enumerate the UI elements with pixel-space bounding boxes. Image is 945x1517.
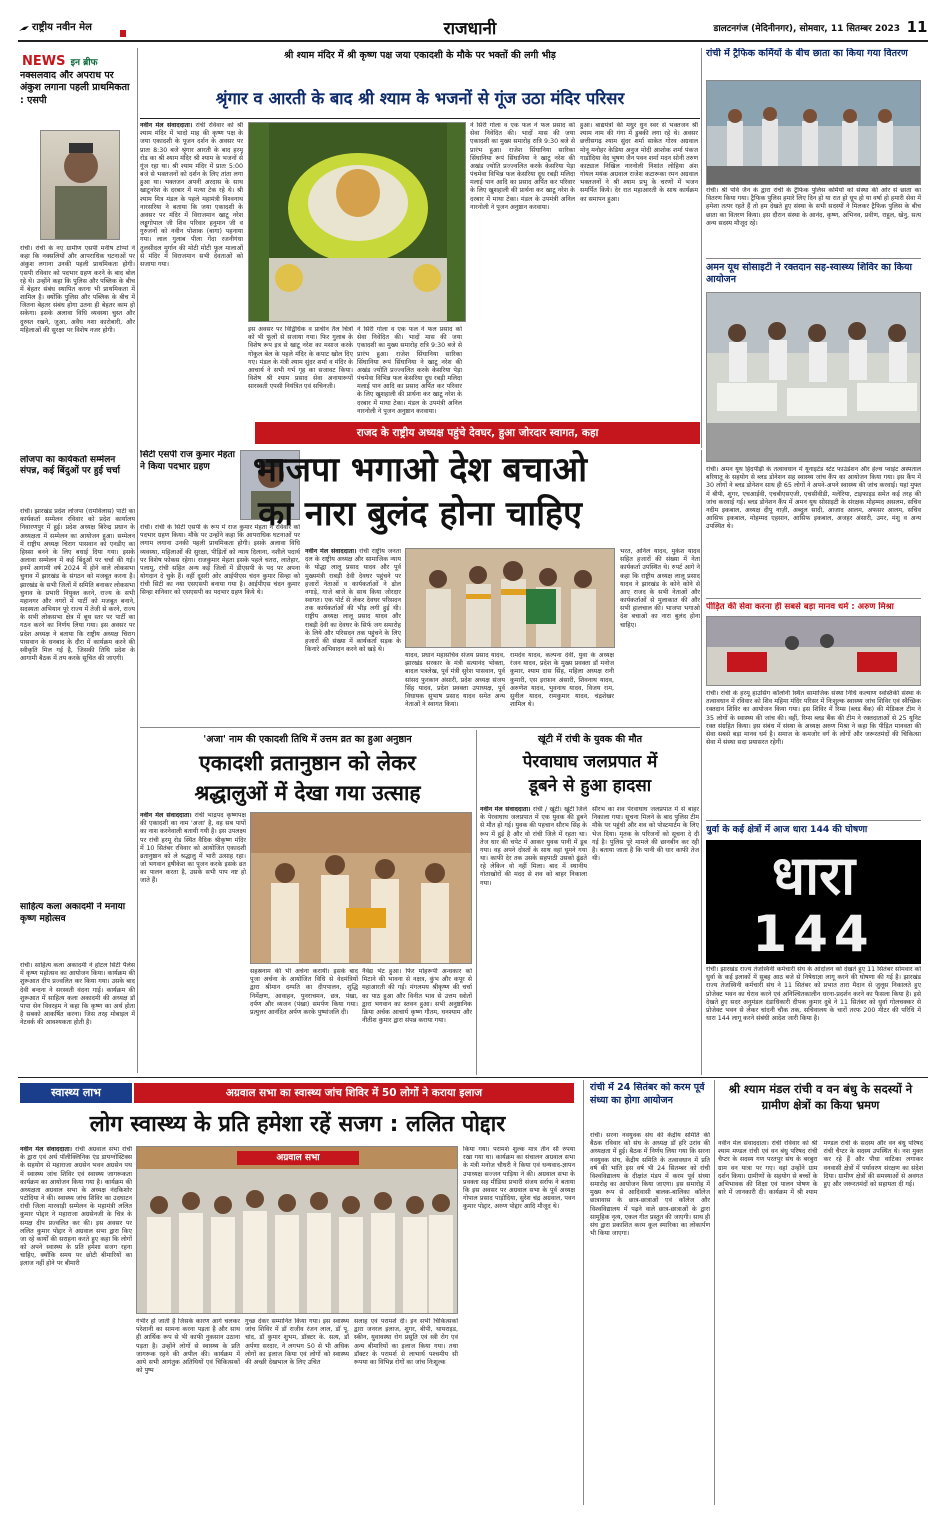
section-144-graphic: धारा 144	[706, 840, 921, 964]
rule	[706, 820, 921, 821]
blood-donation-photo	[706, 292, 921, 462]
health-headline: लोग स्वास्थ्य के प्रति हमेशा रहें सजग : ललित पोद्दार	[89, 1112, 506, 1137]
brief-body: रांची। झारखंड प्रदेश लोजपा (रामविलास) पार्टी का कार्यकर्ता सम्मेलन रविवार को प्रदेश कार्यालय निवारणपुर में हुई। प्रदेश अध्यक्ष बिरेन्द्र प्रधान के अध्यक्षता में सम्मेलन का आयोजन हुआ। सम्मेलन में राष्ट्रीय अध्यक्ष चिराग पासवान को एनडीए का हिस्सा बनने के लिए बधाई दिया गया। इसके अलावा सम्मेलन में कई बिंदुओं पर चर्चा की गई। इनमें आगामी वर्ष 2024 में होने वाले लोकसभा चुनाव में झारखंड के संगठन को मजबूत करना है। झारखंड के सभी जिलों में समिति बनाकर लोकसभा चुनाव के प्रभारी नियुक्त करने, राज्य के सभी महानगर और नगरों में पार्टी को मजबूत बनाने, सदस्यता अभियान पूरे राज्य में तेजी से करने, राज्य के सभी लोकसभा क्षेत्र में बूथ स्तर पर पार्टी का गठन करने का निर्णय लिया गया। इस अवसर पर प्रदेश अध्यक्ष ने बताया कि राष्ट्रीय अध्यक्ष चिराग पासवान के धनबाद के दौरा में कार्यक्रम करने की स्वीकृति मिल गई है, जिसकी तिथि प्रदेश के आगामी बैठक में तय करके सूचित की जाएगी।	[20, 508, 135, 663]
color-swatch	[120, 30, 126, 37]
news-brief-tag: NEWS इन ब्रीफ	[22, 54, 98, 69]
paper-name: राष्ट्रीय नवीन मेल	[18, 18, 158, 38]
health-kicker: अग्रवाल सभा का स्वास्थ्य जांच शिविर में 50 लोगों ने कराया इलाज	[134, 1083, 574, 1103]
brief-headline: साहित्य कला अकादमी ने मनाया कृष्ण महोत्सव	[20, 902, 126, 924]
dhara-body: रांची। झारखंड राज्य तेजस्विनी कर्मचारी संघ के आंदोलन को देखते हुए 11 सितंबर सोमवार को धुर्वा के कई इलाकों में सुबह आठ बजे से निषेधाज्ञा लागू करने की घोषणा की गई है। झारखंड राज्य तेजस्विनी कर्मचारी संघ ने 11 सितंबर को प्रभात तारा मैदान से जुलूस निकालते हुए प्रोजेक्ट भवन का घेराव करने एवं अनिश्चितकालीन धरना-प्रदर्शन करने का फैसला किया है। इसे देखते हुए सदर अनुमंडल दंडाधिकारी दीपक कुमार दुबे ने 11 सितंबर को धुर्वा गोलचक्कर से प्रोजेक्ट भवन से लेकर चांदनी चौक तक, सचिवालय के चारों तरफ 200 मीटर की परिधि में धारा 144 लागू करने संबंधी आदेश जारी किया है।	[706, 966, 921, 1023]
brief-headline: लोजपा का कार्यकर्ता सम्मेलन संपन्न, कई बिंदुओं पर हुई चर्चा	[20, 455, 120, 477]
lalu-column: भरत, अनिल यादव, मुकेश यादव सहित हजारों की संख्या में नेता कार्यकर्ता उपस्थित थे। रुपर्ट आगे ने कहा कि राष्ट्रीय अध्यक्ष लालू प्रसाद यादव ने झारखंड के कोने कोने से आए राजद के सभी नेताओं और कार्यकर्ताओं से मुलाकात की और सभी हालचाल की। भाजपा भगाओ देश बचाओ का नारा बुलंद होना चाहिए।	[620, 548, 700, 629]
bird-logo-icon	[18, 20, 30, 32]
brief-headline: नक्सलवाद और अपराध पर अंकुश लगाना पहली प्राथमिकता : एसपी	[20, 70, 130, 106]
arun-headline: पीड़ित की सेवा करना ही सबसे बड़ा मानव धर्म : अरुण मिश्रा	[706, 602, 894, 612]
dhara-headline: धुर्वा के कई क्षेत्रों में आज धारा 144 की घोषणा	[706, 824, 868, 835]
column-divider	[583, 1080, 584, 1505]
health-column: गंभीर हो जाती है जिसके कारण आगे चलकर परेशानी का सामना करना पड़ता है और साथ ही आर्थिक रूप से भी काफी नुकसान उठाना पड़ता है। उन्होंने लोगों से स्वास्थ्य के प्रति जागरूक रहने की अपील की। कार्यक्रम में आये सभी आगंतुक अतिथियों एवं चिकित्सकों को पुष्प	[136, 1318, 240, 1375]
umbrella-distribution-photo	[706, 80, 921, 185]
waterfall-kicker: खूंटी में रांची के युवक की मौत	[537, 734, 643, 745]
rule	[140, 118, 700, 119]
dateline: डालटनगंज (मेदिनीनगर), सोमवार, 11 सितम्बर 2023	[713, 24, 900, 34]
health-column: सलाह एवं परामर्श दी। इन सभी चिकित्सकों द्वारा जनरल इलाज, शुगर, बीपी, थायराइड, स्कीन, युवावस्था रोग प्रसूति एवं स्त्री रोग एवं अन्य बीमारियों का इलाज किया गया। तथा डॉक्टर के परामर्श से लाभार्थ पश्चमीय सी रूपया का विभिन्न रोगों का जांच निःशुल्क	[354, 1318, 458, 1366]
health-tag: स्वास्थ्य लाभ	[20, 1083, 132, 1103]
karam-headline: रांची में 24 सितंबर को करम पूर्व संध्या का होगा आयोजन	[590, 1082, 705, 1106]
section-rule	[18, 1077, 928, 1078]
brief-body: रांची। साहित्य कला अकादमी ने होटल सिटी पैलेस में कृष्ण महोत्सव का आयोजन किया। कार्यक्रम की शुरूआत दीप प्रज्वलित कर किया गया। उसके बाद देवी बन्दना ने सरस्वती वंदना गाई। कार्यक्रम की शुरूआत में साहित्य कला अकादमी की अध्यक्ष डॉ पापा सेन विवरहम ने कहा कि कृष्ण का अर्थ होता है सबको आकर्षित करना। जिस तरह मोबाइल में नेटवर्क की आवश्यकता होती है।	[20, 962, 135, 1027]
column-divider	[476, 730, 477, 1075]
column-divider	[137, 48, 138, 1073]
lalu-column: यादव, प्रधान महासचिव संजय प्रसाद यादव, झारखंड सरकार के मंत्री सत्यानंद भोक्ता, बादल पत्रलेख, पूर्व मंत्री सुरेश पासवान, पूर्व सांसद फुरकान अंसारी, प्रदेश अध्यक्ष संजय सिंह यादव, प्रदेश प्रवक्ता उपाध्यक्ष, पूर्व विधायक सुभाष प्रसाद यादव समेत अन्य नेताओं ने स्वागत किया।	[405, 652, 505, 709]
brief-body: रांची। रांची के नए ग्रामीण एसपी मनीष टोप्पो ने कहा कि नक्सलियों और आपराधिक घटनाओं पर अंकुश लगाना उनकी पहली प्राथमिकता होगी। एसपी रविवार को पदभार ग्रहण करने के बाद बोल रहे थे। उन्होंने कहा कि पुलिस और पब्लिक के बीच में बेहतर संबंध स्थापित करना भी प्राथमिकता में शामिल है। क्योंकि पुलिस और पब्लिक के बीच में जितना बेहतर संबंध होगा उतना ही बेहतर काम हो सकेगा। इसके अलावा विधि व्यवस्था चुस्त और दुरुस्त रखने, जुआ, अवैध नशा कारोबारी, और महिलाओं की सुरक्षा पर विशेष नजर होगी।	[20, 245, 135, 334]
traffic-headline: रांची में ट्रैफिक कर्मियों के बीच छाता का किया गया वितरण	[706, 48, 908, 59]
city-sp-headline: सिटी एसपी राज कुमार मेहता ने किया पदभार ग्रहण	[140, 450, 235, 472]
health-camp-photo	[706, 616, 921, 686]
shyam-mandal-body: नवीन मेल संवाददाता। रांची रविवार को श्री श्याम मण्डल रांची एवं वन बंधु परिषद रांची चैप्टर के सदस्य गण परतपुर संघ के बरबुरा ग्राम वन यात्रा पर गए। वहां उन्होंने ग्राम दर्शन किया। ग्रामीणों के सहयोग से बच्चों के अभिभावक की शिक्षा एवं पालन पोषण के बारे में जानकारी दी। कार्यक्रम में श्री श्याम मण्डल रांची के सदस्य और वन बंधु परिषद रांची चैप्टर के सदस्य उपस्थित थे। नश मुक्त कर रहे हैं और पौधा वाटिका लगाकर वनवासी क्षेत्रों में पर्यावरण संरक्षण का संदेश दिया। ग्रामीण क्षेत्रों की समस्याओं से अवगत हुए और जरूरतमंदों को सहायता दी गई।	[718, 1140, 923, 1197]
lalu-welcome-photo	[405, 548, 615, 648]
ekadashi-column: सहस्रनाम की भी अर्चना करायी। इसके बाद पूजा अर्चना के आयोजित विधि से वेदमंत्रियों द्वारा श्रीमान दम्पति का दीपपालन, शुद्धि निर्मेक्षण, आवाहन, पुनराचमन, छत्र, पंखा, दर्पण और व्यजन (पंखा) समर्पण किया गया। प्रत्युत्तर आनंदित अर्पण करके पुष्पांजलि दी।	[250, 968, 358, 1016]
traffic-body: रांची। श्री पवि जैन के द्वारा रांची के ट्रैफिक पुलिस कर्मियों को संस्था की ओर से छाता का वितरण किया गया। ट्रैफिक पुलिस हमारे लिए दिन हो या रात हो धूप हो या वर्षा हो हमारी सेवा में हमेशा तत्पर रहते हैं तो हम देखते हुए संस्था के सभी सदस्यों ने मिलकर ट्रैफिक पुलिस के बीच छाता का वितरण किया। इस दौरान संस्था के आनंद, कृष्ण, अभिनव, प्रवीण, राहुल, खेनु, सत्य अन्य सदस्य मौजूद रहे।	[706, 187, 921, 227]
shyam-column: नवीन मेल संवाददाता। रांची रविवार को श्री श्याम मंदिर में भादो माह की कृष्ण पक्ष के जया एकादशी के पूजन दर्शन के अवसर पर प्रातः 8:30 बजे श्रृंगार आरती के बाद हरमू रोड का श्री श्याम मंदिर श्री श्याम के भजनों से गूंज रहा था। श्री श्याम मंदिर में प्रातः 5:00 बजे से भक्तजनों को दर्शन के लिए तांता लगा हुआ था। भक्तजन अपनी अरदास के साथ खाटूनरेश के दरबार में मत्था टेक रहे थे। श्री श्याम मित्र मंडल के पहले महामंत्री विश्वनाथ नारसरिया ने बताया कि जया एकादशी के अवसर पर मंदिर में विराजमान खाटू नरेश लड्डूगोपाल जी शिव परिवार हनुमान जी व गुरुजनों को नवीन पोशाक (बागा) पहनाया गया। लाल गुलाब पीला गेंदा रजनीगंधा तुलसीदल मुर्गान की मोटी मोटी फूल मालाओं से मंदिर में विराजमान सभी देवताओं को सजाया गया।	[140, 122, 243, 268]
masthead-rule	[18, 40, 928, 42]
waterfall-column: नवीन मेल संवाददाता। रांची / खूंटी। खूंटी जिले के पेरवाघाघ जलप्रपात में एक युवक की डूबने से मौत हो गई। युवक की पहचान सौरभ सिंह के रूप में हुई है और वो रांची जिले में रहता था। तेज धार की चपेट में आकर युवक पानी में डूब गया। वह अपने दोस्तों के साथ वहां घूमने गया था। काफी देर तक उसके सहपाठी उसको ढूंढते रहे लेकिन वो नहीं मिला। बाद में स्थानीय गोताखोरों की मदद से शव को बाहर निकाला गया।	[480, 806, 587, 887]
arun-body: रांची। रांची के हरमू हाउसिंग कॉलोनी स्थित सामाजिक संस्था निधि कल्याण स्वस्तिकी संस्था के तत्वावधान में रविवार को शिव महिमा मंदिर परिसर में निःशुल्क स्वास्थ्य जांच शिविर एवं स्वैच्छिक रक्तदान शिविर का आयोजन किया गया। इस शिविर में रिम्स (ब्लड बैंक) की मेडिकल टीम ने 35 लोगों के स्वास्थ्य की जांच की। वहीं, रिम्स ब्लड बैंक की टीम ने रक्तदाताओं से 25 यूनिट रक्त संग्रहित किया। इस संबंध में संस्था के अध्यक्ष अरुण मिश्रा ने कहा कि पीड़ित मानवता की सेवा सबसे बड़ा मानव धर्म है। समाज के कमजोर वर्ग के लोगों और जरूरतमंदों की चिकित्सा सेवा में संस्था सदा प्रयासरत रहेगी।	[706, 690, 921, 747]
lalu-column: नवीन मेल संवाददाता। रांची राष्ट्रीय जनता दल के राष्ट्रीय अध्यक्ष और सामाजिक न्याय के योद्धा लालू प्रसाद यादव और पूर्व मुख्यमंत्री राबड़ी देवी देवघर पहुंचने पर हजारों नेताओं व कार्यकर्ताओं ने ढोल नगाड़े, गाजे बाजे के साथ किया जोरदार स्वागत। एक पोर्ट से लेकर देवघर परिसदन तक कार्यकर्ताओं की भीड़ लगी हुई थी। राष्ट्रीय अध्यक्ष लालू प्रसाद यादव और राबड़ी देवी का देवघर के सिर्फ जग समारोह के लिये और परिसदन तक पहुंचने के लिए हजारों की संख्या में कार्यकर्ता सड़क के किनारे अभिवादन करने को खड़े थे।	[305, 548, 401, 654]
shyam-headline: श्रृंगार व आरती के बाद श्री श्याम के भजनों से गूंज उठा मंदिर परिसर	[215, 89, 625, 108]
sp-portrait-photo	[40, 130, 120, 240]
shyam-column: हुआ। बाद्ययंत्रों की मधुर धुन स्वर से भक्तजन श्री श्याम नाम की गंगा में डुबकी लगा रहे थे। अवसर छत्तीसगढ़ श्याम सुंदर शर्मा साकेत गोरव अग्रवाल मोनू मनोहर केडिया अनुज मोदी आशोक शर्मा पंकज गाडोदिया वेद भूषण जैन पवन शर्मा मदन सोनी तरुण काट्याल निखिल नारनोली निशांत लोहिया अंश गोयल मयंक अग्रवाल राजेश कटारूका रमन अग्रवाल भक्तजनों ने श्री श्याम प्रभु के चरणों में भजन समर्पित किये। देर रात महाआरती के साथ कार्यक्रम का समापन हुआ।	[580, 122, 698, 203]
page-number: 11	[906, 18, 928, 36]
shyam-column: ने सिरी गोला व एक फल ने फल प्रसाद को सेवा निवेदित की। भादों मास की जया एकादशी का मुख्य समारोह रात्रि 9:30 बजे से प्रारंभ हुआ। राजेश सिंघानिया सारिका सिंघानिया रूपं सिंघानिया ने खाटू नरेश की अखंड ज्योति प्रज्ज्वलित करके केसरिया पेड़ा पंचमेवा विभिन्न फल केसरिया दूध रबड़ी मलिदा मलाई पान आदि का प्रसाद अर्पित कर परिवार के लिए खुशहाली की प्रार्थना कर खाटू नरेश के दरबार में माथा टेका। मंडल के उपमंत्री अनिल नारनोली ने पूजन अनुष्ठान करवाया।	[357, 326, 462, 415]
blood-body: रांची। अमन यूथ हिंदपीढ़ी के तत्वावधान में यूनाइटेड स्टेट फाउंडेशन और हेल्थ प्वाइंट अस्पताल बरियातू के सहयोग से ब्लड डोनेशन सह स्वास्थ्य जांच कैंप का आयोजन किया गया। इस कैंप में 30 लोगों ने ब्लड डोनेशन साथ ही 65 लोगों ने अपने-अपने स्वास्थ्य की जांच करवाई। यहां मुफ्त में बीपी, शुगर, एचआईवी, एचबीएसएजी, एचसीवीडी, मलेरिया, टाइफाइड समेत कई तरह की जांच करवाई गई। ब्लड डोनेशन कैंप में अमन यूथ सोसाइटी के संरक्षक मोहम्मद असलम, सचिव नदीम इकबाल, अध्यक्ष दीपू नाज़ी, अब्दुल सादी, आजाद आलम, अफसर आलम, सचिव आसिफ इकबाल, मोहम्मद एहसान, आसिफ इकबाल, अजहर अंसारी, उमर, मंशु व अन्य उपस्थित थे।	[706, 466, 921, 531]
health-column: किया गया। परामर्श शुल्क मात्र तीन सौ रुपया रखा गया था। कार्यक्रम का संचालन अग्रवाल सभा के मंत्री मनोज चौधरी ने किया एवं धन्यवाद-ज्ञापन उपाध्यक्ष सज्जन पाड़िया ने की। अग्रवाल सभा के प्रवक्ता सह मीडिया प्रभारी संजय सर्राफ ने बताया कि इस अवसर पर अग्रवाल सभा के पूर्व अध्यक्ष गोपाल प्रसाद पाड़ोदिया, सुरेश चंद्र अग्रवाल, पवन कुमार पोद्दार, अरुण पोद्दार आदि मौजूद थे।	[463, 1146, 575, 1211]
ekadashi-headline: एकादशी व्रतानुष्ठान को लेकर श्रद्धालुओं में देखा गया उत्साह	[194, 751, 421, 805]
shyam-kicker: श्री श्याम मंदिर में श्री कृष्ण पक्ष जया एकादशी के मौके पर भक्तों की लगी भीड़	[284, 50, 556, 61]
column-divider	[714, 1080, 715, 1505]
lalu-kicker: राजद के राष्ट्रीय अध्यक्ष पहुंचे देवघर, हुआ जोरदार स्वागत, कहा	[255, 422, 700, 444]
ekadashi-kicker: 'अजा' नाम की एकादशी तिथि में उत्तम व्रत का हुआ अनुष्ठान	[203, 734, 412, 745]
lalu-headline: भाजपा भगाओ देश बचाओ का नारा बुलंद होना चाहिए	[253, 450, 587, 534]
blood-headline: अमन यूथ सोसाइटी ने रक्तदान सह-स्वास्थ्य शिविर का किया आयोजन	[706, 262, 912, 286]
ekadashi-column: नवीन मेल संवाददाता। रांची भाद्रपद कृष्णपक्ष की एकादशी का नाम 'अजा' है, वह सब पापों का नाश करनेवाली बतायी गयी है। इस उपलक्ष्य पर रांची हरमू रोड स्थित वैदिक श्रीकृष्ण मंदिर में 10 सितंबर रविवार को आयोजित एकादशी व्रतानुष्ठान को ले श्रद्धालु में भारी उत्साह रहा। जो भगवान हृषीकेश का पूजन करके इसके व्रत का पालन करता है, उसके सभी पाप नष्ट हो जाते हैं।	[140, 812, 246, 885]
health-column: नवीन मेल संवाददाता। रांची अग्रवाल सभा रांची के द्वारा एवं अर्थ पॉलीक्लिनिक एंड डायग्नोस्टिक्स के सहयोग से महाराजा अग्रसेन भवन अग्रसेन पथ में स्वास्थ्य जांच शिविर एवं स्वास्थ्य जागरूकता कार्यक्रम का आयोजन किया गया है। कार्यक्रम की अध्यक्षता अग्रवाल सभा के अध्यक्ष नंदकिशोर पटोदिया ने की। स्वास्थ्य जांच शिविर का उदघाटन रांची जिला मारवाड़ी सम्मेलन के महामंत्री ललित कुमार पोद्दार ने महाराजा अग्रसेनजी के चित्र के समक्ष दीप प्रज्वलित कर की। इस अवसर पर ललित कुमार पोद्दार ने अग्रवाल सभा द्वारा किए जा रहे कार्यों की सराहना करते हुए कहा कि लोगों को अपने स्वास्थ्य के प्रति हमेशा सजग रहना चाहिए, क्योंकि समय पर छोटी बीमारियों का इलाज नहीं होने पर बीमारी	[20, 1146, 132, 1268]
karam-body: रांची। सरना नवयुवक संघ की केंद्रीय समिति की बैठक रविवार को संघ के अध्यक्ष डॉ हरि उरांव की अध्यक्षता में हुई। बैठक में निर्णय लिया गया कि सरना नवयुवक संघ, केंद्रीय समिति के तत्वावधान में प्रति वर्ष की भांति इस वर्ष भी 24 सितम्बर को रांची विश्वविद्यालय के दीक्षांत मंडप में करम पूर्व संध्या समारोह का आयोजन किया जाएगा। इस समारोह में मुख्य रूप से आदिवासी बालक-बालिका कॉलेज छात्रावास के छात्र-छात्राओं एवं कॉलेज और विश्वविद्यालय में पढ़ने वाले छात्र-छात्राओं के द्वारा सामूहिक नृत्य, एकल गीत प्रस्तुत की जाएगी। साथ ही संघ द्वारा प्रकाशित करम कूल स्मारिका का लोकार्पण भी किया जाएगा।	[590, 1132, 710, 1238]
rule	[706, 598, 921, 599]
column-divider	[701, 48, 702, 448]
city-sp-body: रांची। रांची के सिटी एसपी के रूप में राज कुमार मेहता ने रविवार को पदभार ग्रहण किया। मौके पर उन्होंने कहा कि आपराधिक घटनाओं पर लगाम लगाना उनकी पहली प्राथमिकता होगी। इसके अलावा विधि व्यवस्था, महिलाओं की सुरक्षा, पीड़ितों को न्याय दिलाना, नशीले पदार्थ पर विशेष फोकस रहेगा। राजकुमार मेहता इसके पहले चतरा, लातेहार, पलामू, रांची सहित अन्य कई जिलों में डीएसपी के पद पर अपना योगदान दे चुके हैं। वहीं दूसरी ओर आईपीएस चंदन कुमार सिन्हा को रांची सिटी का नया एसएसपी बनाया गया है। आईपीएस चंदन कुमार सिन्हा शनिवार को एसएसपी का पदभार ग्रहण किये थे।	[140, 524, 300, 597]
temple-decoration-photo	[248, 122, 466, 322]
column-divider	[701, 450, 702, 1075]
rule	[140, 727, 700, 728]
rule	[706, 258, 921, 259]
waterfall-headline: पेरवाघाघ जलप्रपात में डूबने से हुआ हादसा	[522, 752, 658, 796]
waterfall-column: सौरभ का शव पेरवाघाघ जलप्रपात में से बाहर निकाला गया। सूचना मिलने के बाद पुलिस टीम मौके पर पहुंची और शव को पोस्टमार्टम के लिए भेज दिया। मृतक के परिजनों को सूचना दे दी गई है। पुलिस पूरे मामले की छानबीन कर रही है। बताया जाता है कि पानी की धार काफी तेज थी।	[592, 806, 699, 863]
lalu-column: रामदेव यादव, कल्पना देवी, युवा के अध्यक्ष रंजन यादव, प्रदेश के मुख्य प्रवक्ता डॉ मनोज कुमार, श्याम दास सिंह, महिला अध्यक्ष रानी कुमारी, एस इरफ़ान अंसारी, शिवनाथ यादव, अरुणेश यादव, भुवनाथ यादव, विजय राम, सुनील यादव, रामकुमार यादव, चंद्रशेखर शामिल थे।	[510, 652, 614, 709]
section-title: राजधानी	[443, 19, 497, 39]
shyam-mandal-headline: श्री श्याम मंडल रांची व वन बंधु के सदस्यों ने ग्रामीण क्षेत्रों का किया भ्रमण	[728, 1082, 913, 1112]
ekadashi-photo	[250, 812, 472, 964]
ekadashi-column: नैवेद्य भेंट हुआ। फिर मोहरूपी अन्धकार को मिटाने की भावना से नक्षत्र, कुंभ और कपूर से महाआरती की गई। मंगलमय श्रीकृष्ण की चर्चा का पाठ हुआ और विनीत भाव से उत्तम स्त्रोतों द्वारा भगवान का स्तवन हुआ। सभी अनुष्ठानिक क्रिया अर्चक आचार्य कृष्ण गौतम, घनश्याम और नीतीश कुमार द्वारा संपन्न कराया गया।	[362, 968, 472, 1025]
shyam-column: इस अवसर पर विद्विधिक व प्राचीन तैल चित्रों को भी फूलों से सजाया गया। फिर गुलाब के विशेष रूप इत्र से खाटू नरेश का मसाज करके गोकुल बेल के पहले मंदिर के कपाट खोल दिए गए। मंडल के मंत्री श्याम सुंदर शर्मा व मंदिर के आचार्य ने सभी गर्भ गृह का सजावट किया। विशेष श्री श्याम प्रसाद सेवा अनायारूपों सारस्वती एपसी नियंत्रित एवं सचिनजी।	[248, 326, 353, 391]
shyam-column: ने सिरी गोला व एक फल ने फल प्रसाद को सेवा निवेदित की। भादों मास की जया एकादशी का मुख्य समारोह रात्रि 9:30 बजे से प्रारंभ हुआ। राजेश सिंघानिया सारिका सिंघानिया रूपं सिंघानिया ने खाटू नरेश की अखंड ज्योति प्रज्ज्वलित करके केसरिया पेड़ा पंचमेवा विभिन्न फल केसरिया दूध रबड़ी मलिदा मलाई पान आदि का प्रसाद अर्पित कर परिवार के लिए खुशहाली की प्रार्थना कर खाटू नरेश के दरबार में माथा टेका। मंडल के उपमंत्री अनिल नारनोली ने पूजन अनुष्ठान करवाया।	[470, 122, 575, 211]
health-camp-group-photo: अग्रवाल सभा	[136, 1146, 458, 1314]
health-column: गुच्छ देकर सम्मानित किया गया। इस स्वास्थ्य जांच शिविर में डॉ राजीव रंजन लाल, डॉ पू. चांद, डॉ कुमार शुभम, डॉक्टर के. सत्य, डॉ अर्पणा सरदार, ने लगभग 50 से भी अधिक लोगों का इलाज किया एवं लोगों को स्वास्थ्य की अच्छी देखभाल के लिए उचित	[245, 1318, 349, 1366]
